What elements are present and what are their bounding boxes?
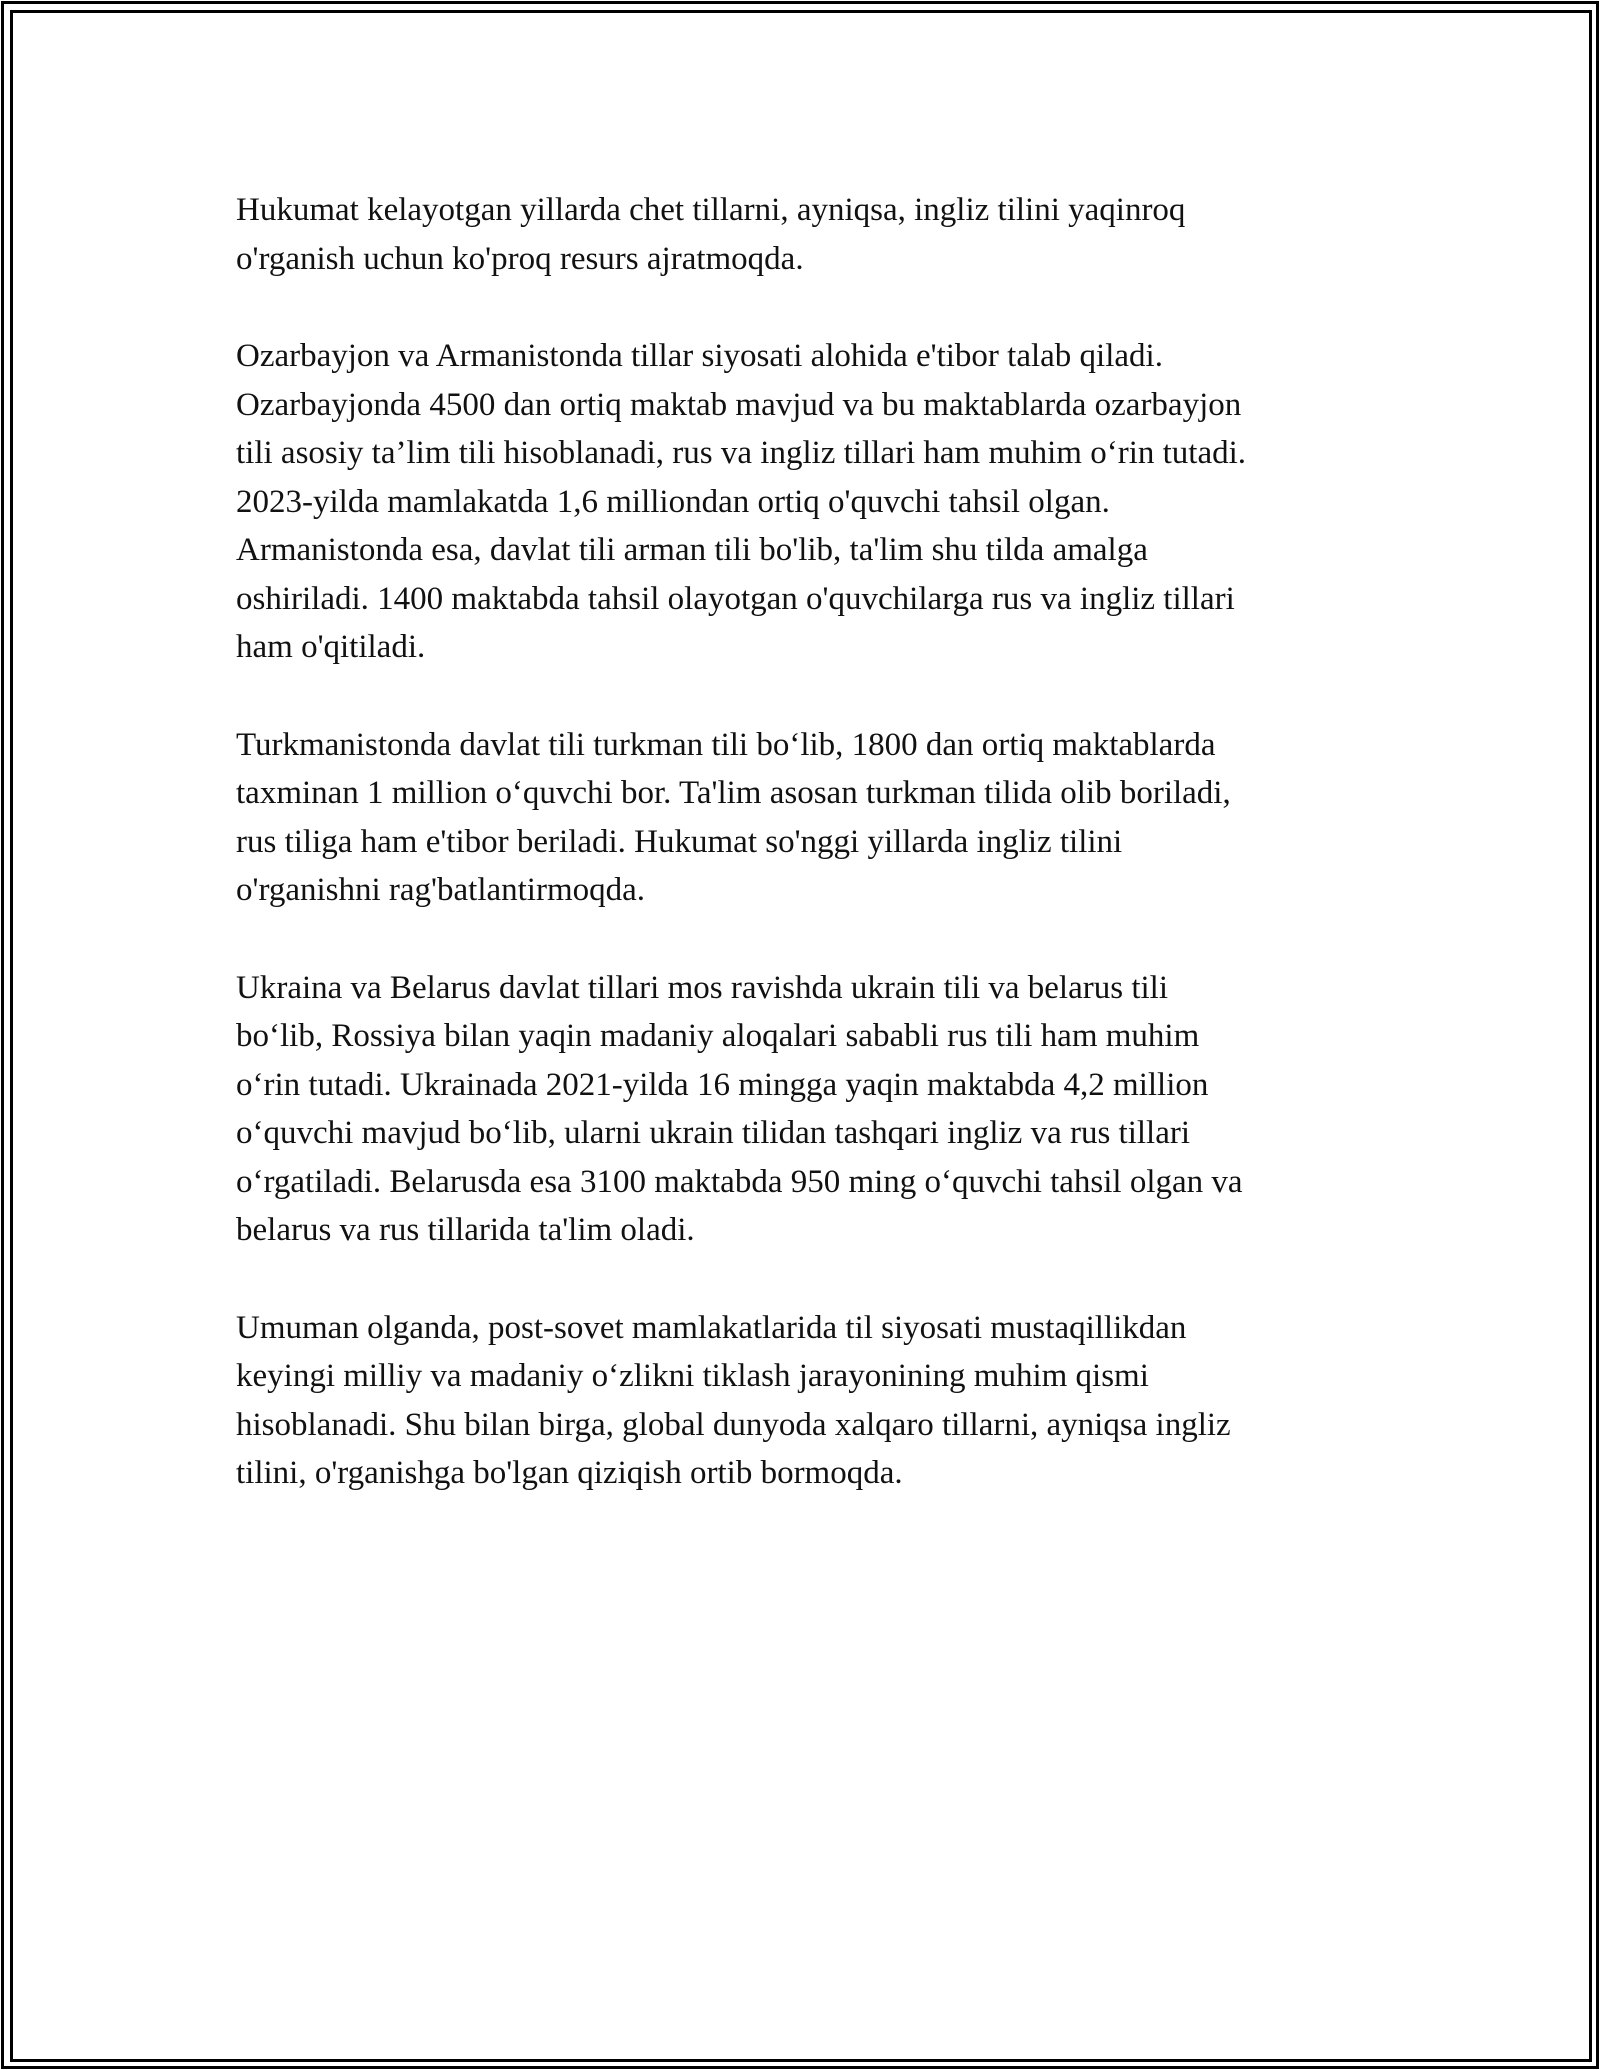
- document-body: [236, 186, 1376, 1547]
- paragraph-3: [236, 721, 1376, 915]
- text-line: 2023-yilda mamlakatda 1,6 milliondan ortiq o'quvchi tahsil olgan.: [236, 483, 1110, 520]
- text-line: taxminan 1 million o‘quvchi bor. Ta'lim asosan turkman tilida olib boriladi,: [236, 775, 1231, 811]
- text-line: bo‘lib, Rossiya bilan yaqin madaniy aloqalari sababli rus tili ham muhim: [236, 1018, 1200, 1054]
- text-line: Armanistonda esa, davlat tili arman tili bo'lib, ta'lim shu tilda amalga: [236, 532, 1148, 568]
- text-line: keyingi milliy va madaniy o‘zlikni tiklash jarayonining muhim qismi: [236, 1358, 1149, 1394]
- paragraph-2: [236, 332, 1376, 672]
- text-line: Hukumat kelayotgan yillarda chet tillarni, ayniqsa, ingliz tilini yaqinroq: [236, 192, 1186, 228]
- text-line: Ozarbayjonda 4500 dan ortiq maktab mavjud va bu maktablarda ozarbayjon: [236, 386, 1242, 423]
- paragraph-4: [236, 964, 1376, 1255]
- text-line: o'rganishni rag'batlantirmoqda.: [236, 872, 646, 908]
- text-line: o'rganish uchun ko'proq resurs ajratmoqda.: [236, 240, 804, 277]
- text-line: rus tiliga ham e'tibor beriladi. Hukumat so'nggi yillarda ingliz tilini: [236, 823, 1123, 860]
- text-line: Umuman olganda, post-sovet mamlakatlarida til siyosati mustaqillikdan: [236, 1309, 1187, 1346]
- text-line: Ukraina va Belarus davlat tillari mos ravishda ukrain tili va belarus tili: [236, 969, 1168, 1006]
- text-line: tilini, o'rganishga bo'lgan qiziqish ortib bormoqda.: [236, 1455, 903, 1491]
- text-line: o‘rgatiladi. Belarusda esa 3100 maktabda 950 ming o‘quvchi tahsil olgan va: [236, 1163, 1243, 1200]
- text-line: o‘rin tutadi. Ukrainada 2021-yilda 16 mingga yaqin maktabda 4,2 million: [236, 1066, 1209, 1103]
- text-line: ham o'qitiladi.: [236, 629, 426, 665]
- text-line: oshiriladi. 1400 maktabda tahsil olayotgan o'quvchilarga rus va ingliz tillari: [236, 580, 1235, 617]
- text-line: o‘quvchi mavjud bo‘lib, ularni ukrain tilidan tashqari ingliz va rus tillari: [236, 1115, 1191, 1151]
- text-line: tili asosiy ta’lim tili hisoblanadi, rus va ingliz tillari ham muhim o‘rin tutadi.: [236, 435, 1247, 471]
- paragraph-5: [236, 1304, 1376, 1498]
- text-line: belarus va rus tillarida ta'lim oladi.: [236, 1212, 695, 1248]
- paragraph-1: [236, 186, 1376, 283]
- text-line: hisoblanadi. Shu bilan birga, global dunyoda xalqaro tillarni, ayniqsa ingliz: [236, 1406, 1231, 1443]
- text-line: Turkmanistonda davlat tili turkman tili bo‘lib, 1800 dan ortiq maktablarda: [236, 726, 1216, 763]
- text-line: Ozarbayjon va Armanistonda tillar siyosati alohida e'tibor talab qiladi.: [236, 338, 1163, 374]
